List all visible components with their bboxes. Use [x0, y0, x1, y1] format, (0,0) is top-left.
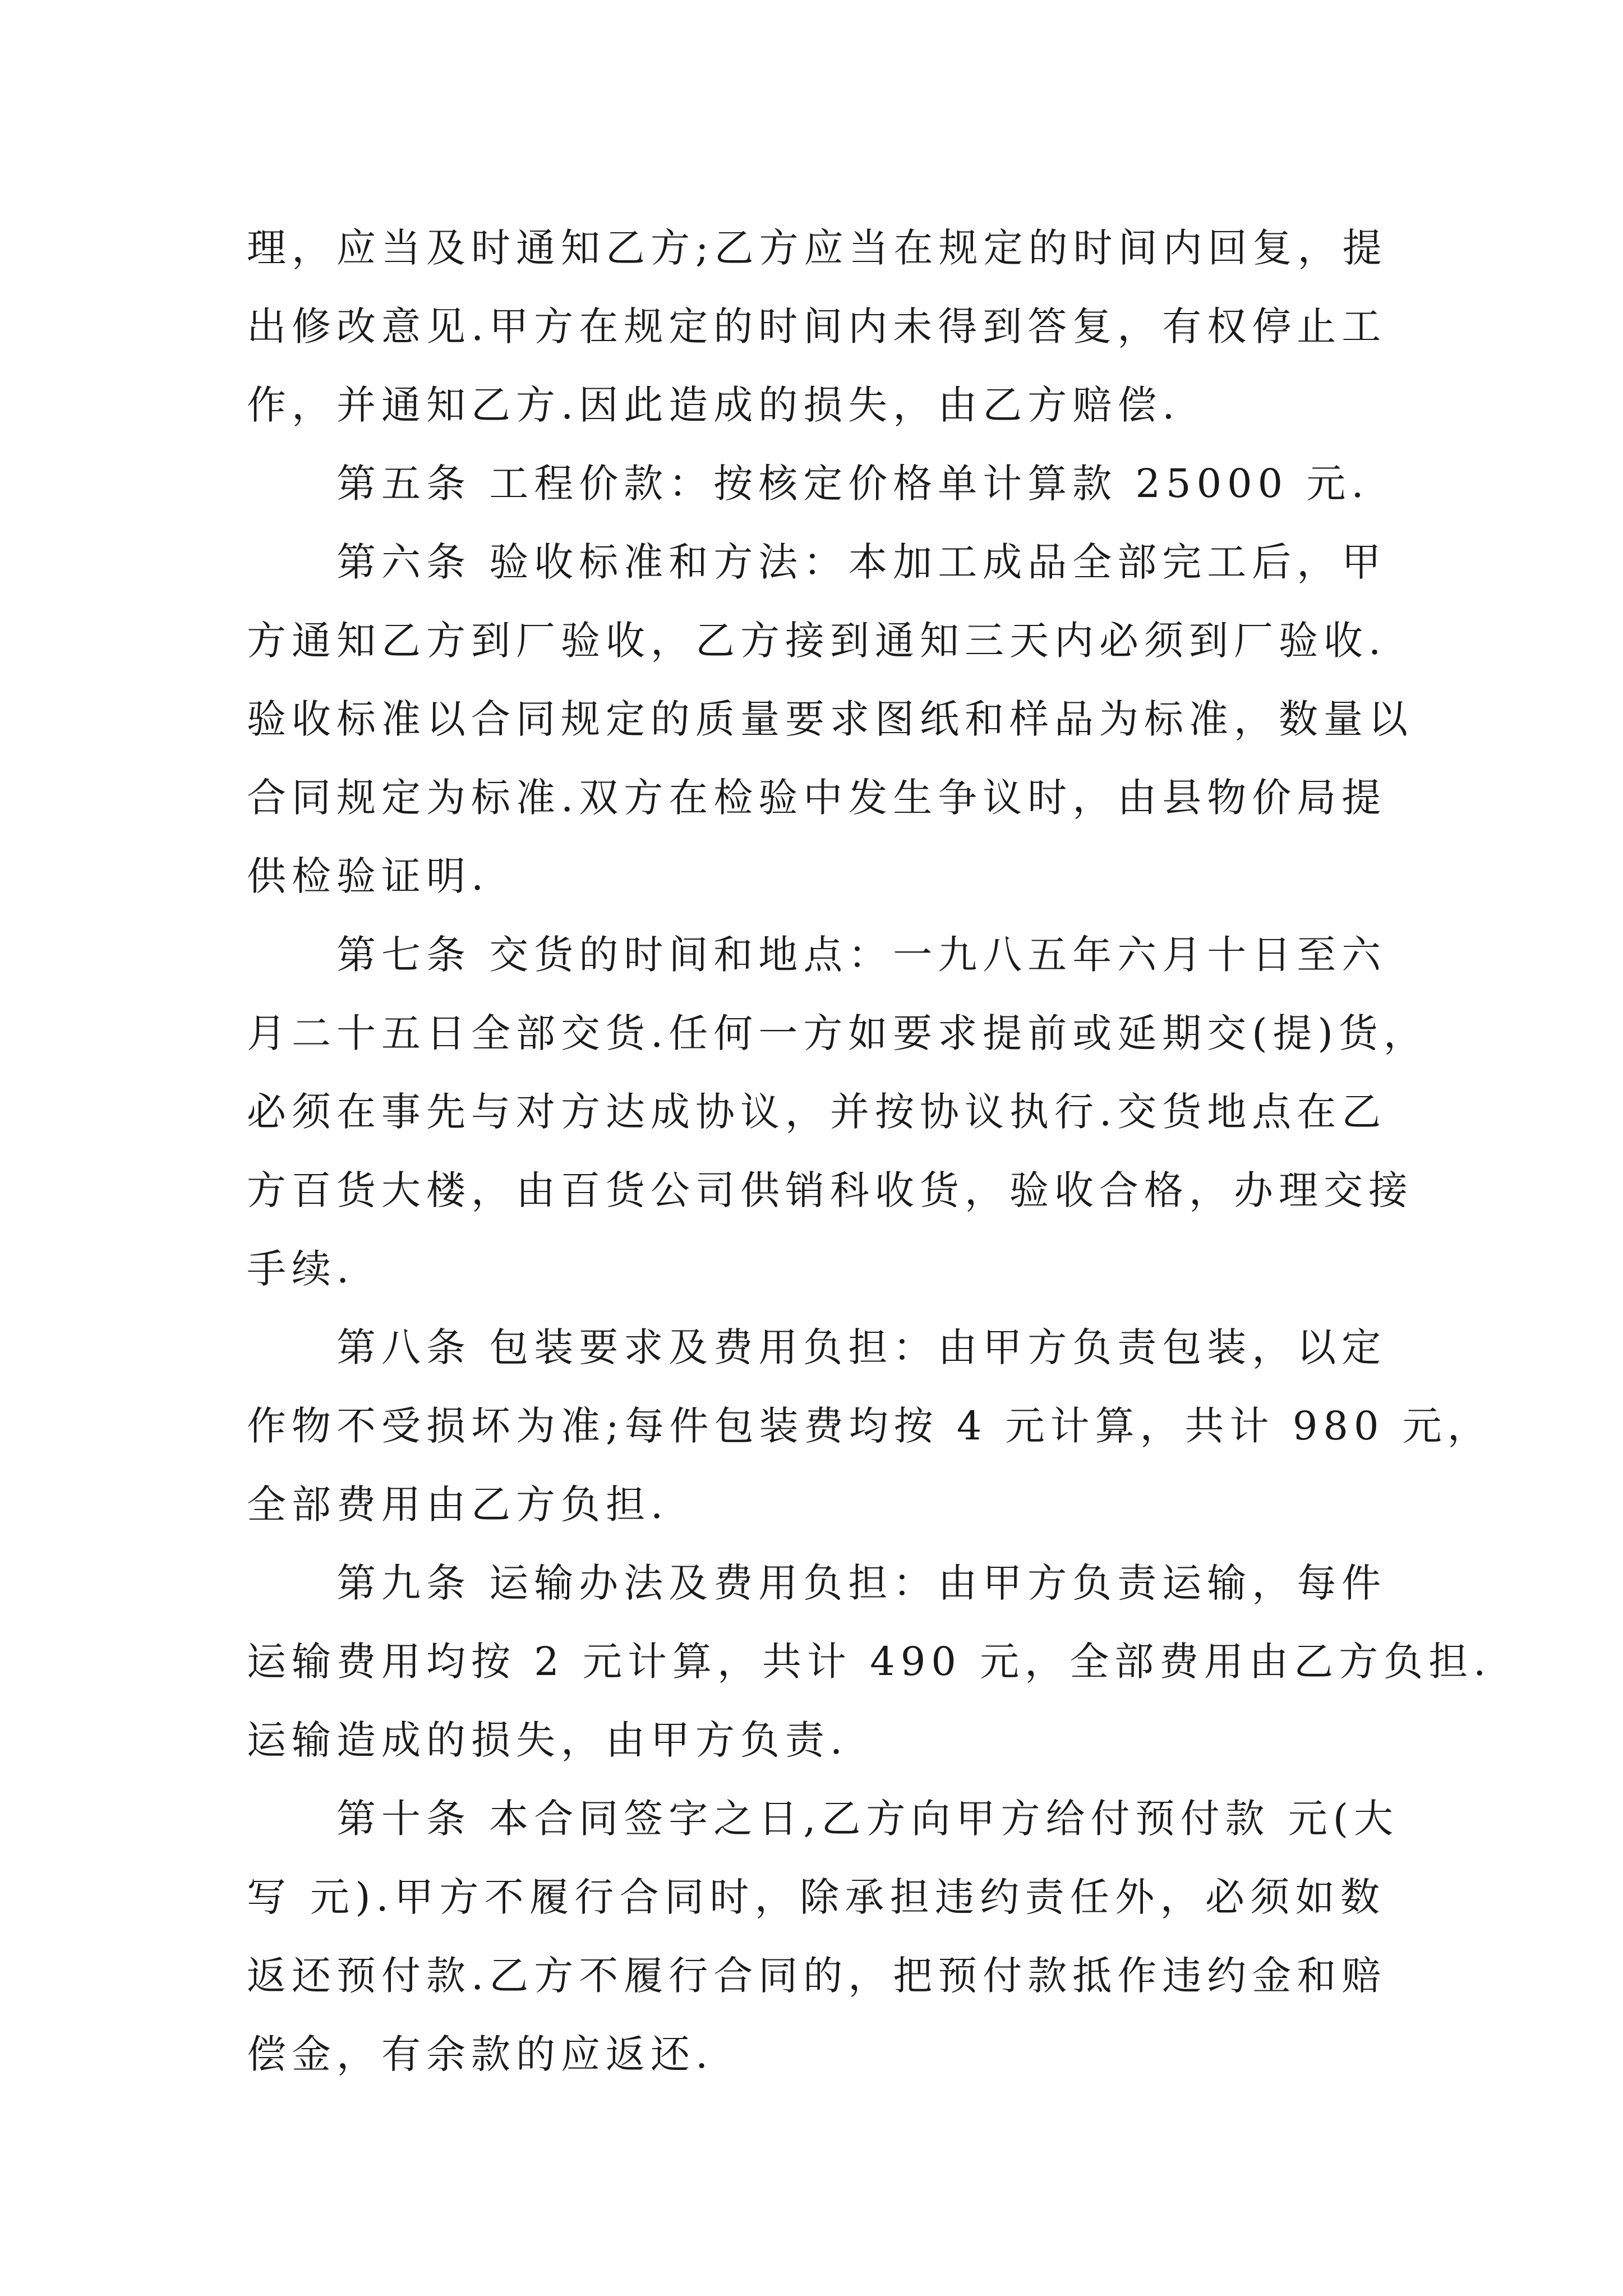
text-line: 方百货大楼，由百货公司供销科收货，验收合格，办理交接 — [247, 1167, 1413, 1213]
text-line: 写 元).甲方不履行合同时，除承担违约责任外，必须如数 — [247, 1874, 1385, 1920]
text-line: 月二十五日全部交货.任何一方如要求提前或延期交(提)货， — [247, 1010, 1428, 1056]
text-line: 供检验证明. — [247, 853, 490, 899]
text-line: 手续. — [247, 1246, 355, 1292]
article-9-line: 第九条 运输办法及费用负担：由甲方负责运输，每件 — [336, 1560, 1387, 1606]
article-6-line: 第六条 验收标准和方法：本加工成品全部完工后，甲 — [336, 539, 1387, 585]
text-line: 偿金，有余款的应返还. — [247, 2031, 714, 2077]
text-line: 全部费用由乙方负担. — [247, 1481, 669, 1527]
text-line: 运输费用均按 2 元计算，共计 490 元，全部费用由乙方负担. — [247, 1639, 1492, 1685]
article-5-line: 第五条 工程价款：按核定价格单计算款 25000 元. — [336, 461, 1370, 507]
text-line: 运输造成的损失，由甲方负责. — [247, 1717, 849, 1763]
contract-text-body — [247, 209, 1492, 2093]
text-line: 方通知乙方到厂验收，乙方接到通知三天内必须到厂验收. — [247, 618, 1387, 664]
text-line: 验收标准以合同规定的质量要求图纸和样品为标准，数量以 — [247, 696, 1413, 742]
text-line: 合同规定为标准.双方在检验中发生争议时，由县物价局提 — [247, 775, 1387, 821]
article-10-line: 第十条 本合同签字之日,乙方向甲方给付预付款 元(大 — [336, 1796, 1399, 1842]
article-7-line: 第七条 交货的时间和地点：一九八五年六月十日至六 — [336, 932, 1387, 978]
text-line: 出修改意见.甲方在规定的时间内未得到答复，有权停止工 — [247, 303, 1387, 349]
text-line: 必须在事先与对方达成协议，并按协议执行.交货地点在乙 — [247, 1089, 1387, 1135]
article-8-line: 第八条 包装要求及费用负担：由甲方负责包装，以定 — [336, 1324, 1387, 1370]
text-line: 作，并通知乙方.因此造成的损失，由乙方赔偿. — [247, 382, 1181, 428]
text-line: 返还预付款.乙方不履行合同的，把预付款抵作违约金和赔 — [247, 1953, 1387, 1999]
text-line: 作物不受损坏为准;每件包装费均按 4 元计算，共计 980 元， — [247, 1403, 1492, 1449]
text-line: 理，应当及时通知乙方;乙方应当在规定的时间内回复，提 — [247, 225, 1387, 271]
